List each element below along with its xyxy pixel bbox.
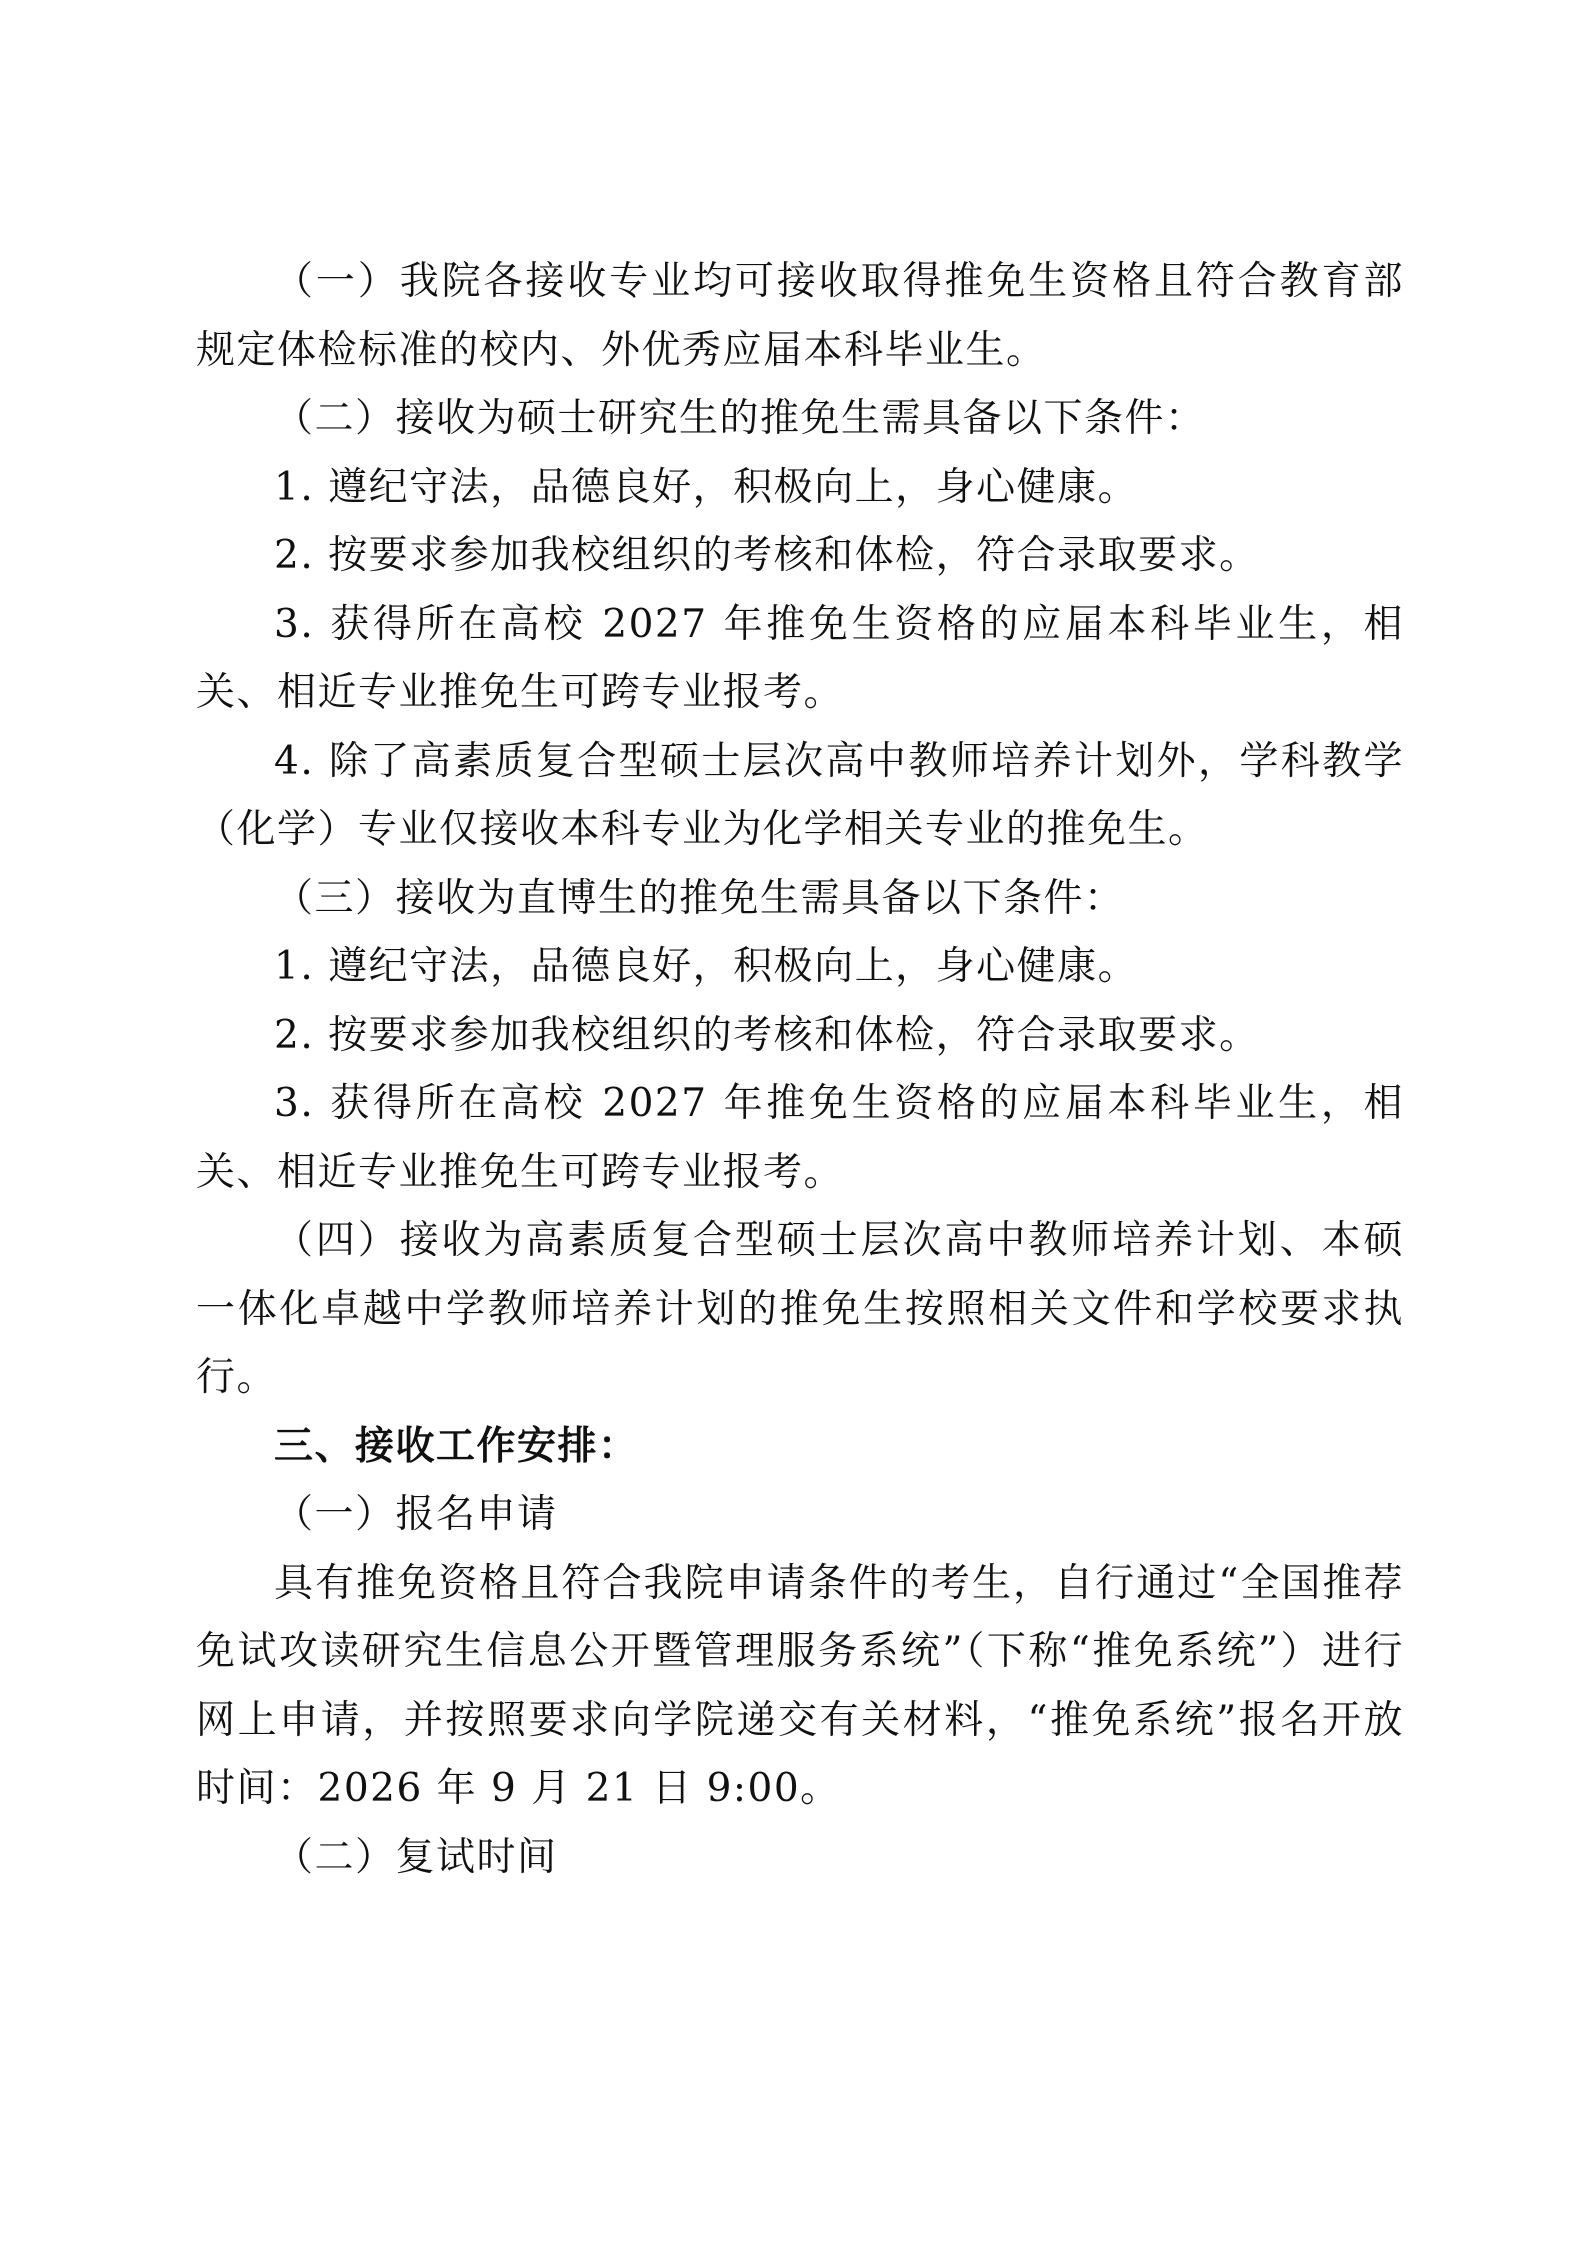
paragraph-registration: 具有推免资格且符合我院申请条件的考生，自行通过“全国推荐免试攻读研究生信息公开暨管理服务系统”（下称“推免系统”）进行网上申请，并按照要求向学院递交有关材料，“推免系统”报名开放时间：2026 年 9 月 21 日 9:00。 [196, 1560, 1404, 1811]
paragraph-item-3: 3. 获得所在高校 2027 年推免生资格的应届本科毕业生，相关、相近专业推免生可跨专业报考。 [196, 1081, 1404, 1195]
subsection-title-retest: （二）复试时间 [274, 1834, 558, 1880]
paragraph-item-1: 1. 遵纪守法，品德良好，积极向上，身心健康。 [274, 944, 1139, 989]
paragraph-item-1: 1. 遵纪守法，品德良好，积极向上，身心健康。 [274, 464, 1139, 510]
paragraph-item-4: 4. 除了高素质复合型硕士层次高中教师培养计划外，学科教学（化学）专业仅接收本科专业为化学相关专业的推免生。 [196, 738, 1404, 852]
paragraph-item-2: 2. 按要求参加我校组织的考核和体检，符合录取要求。 [274, 1012, 1260, 1058]
paragraph-section-4: （四）接收为高素质复合型硕士层次高中教师培养计划、本硕一体化卓越中学教师培养计划的推免生按照相关文件和学校要求执行。 [196, 1218, 1404, 1400]
paragraph-section-2-title: （二）接收为硕士研究生的推免生需具备以下条件： [274, 396, 1206, 441]
paragraph-section-1: （一）我院各接收专业均可接收取得推免生资格且符合教育部规定体检标准的校内、外优秀应届本科毕业生。 [196, 259, 1404, 373]
paragraph-item-2: 2. 按要求参加我校组织的考核和体检，符合录取要求。 [274, 533, 1260, 578]
document-body [196, 248, 1404, 1892]
paragraph-item-3: 3. 获得所在高校 2027 年推免生资格的应届本科毕业生，相关、相近专业推免生可跨专业报考。 [196, 601, 1404, 715]
subsection-title-registration: （一）报名申请 [274, 1492, 558, 1537]
paragraph-section-3-title: （三）接收为直博生的推免生需具备以下条件： [274, 875, 1125, 921]
section-heading: 三、接收工作安排： [274, 1423, 639, 1469]
